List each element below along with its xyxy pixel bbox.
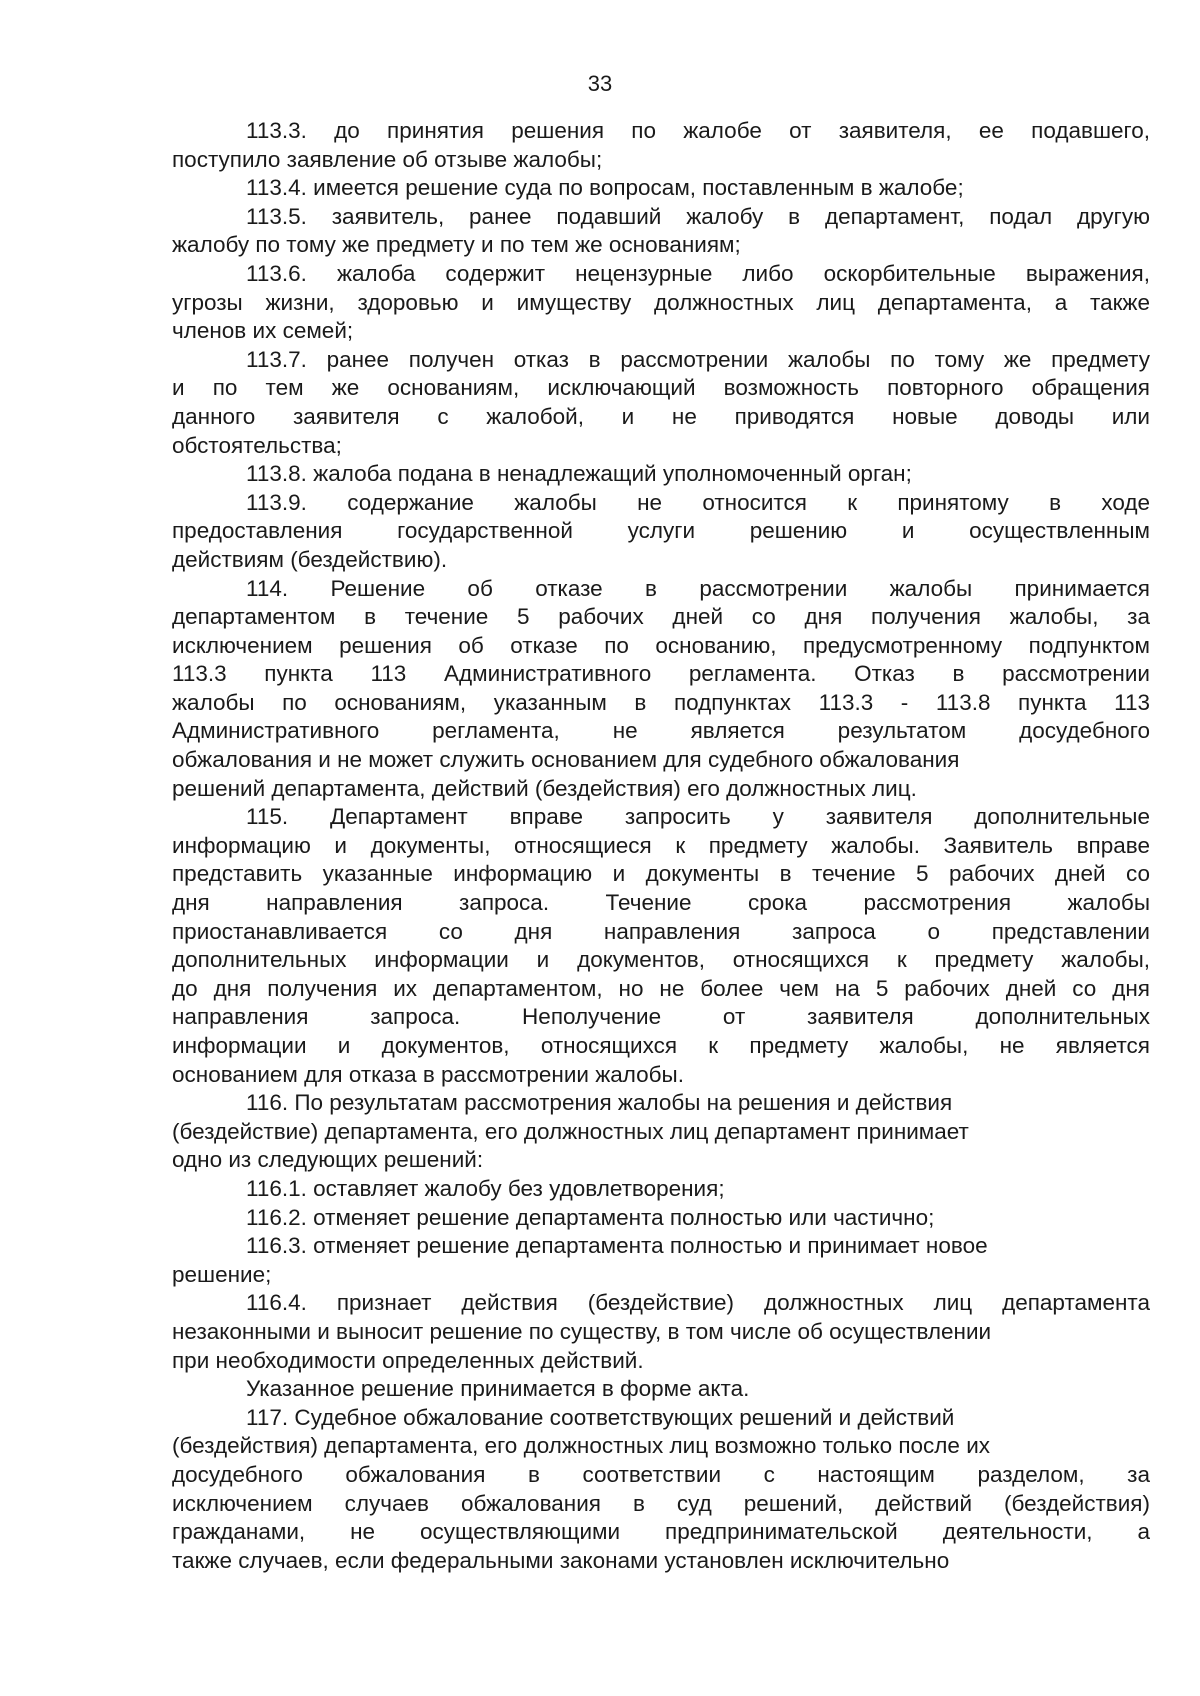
- text-line: 113.7. ранее получен отказ в рассмотрении жалобы по тому же предмету: [246, 346, 1150, 372]
- text-line: 117. Судебное обжалование соответствующих решений и действий: [246, 1404, 955, 1430]
- text-line: представить указанные информацию и документы в течение 5 рабочих дней со: [172, 861, 1150, 887]
- text-line: жалобы по основаниям, указанным в подпунктах 113.3 - 113.8 пункта 113: [172, 689, 1150, 715]
- text-line: угрозы жизни, здоровью и имуществу должностных лиц департамента, а также: [172, 289, 1150, 315]
- text-line: 113.8. жалоба подана в ненадлежащий уполномоченный орган;: [246, 461, 912, 487]
- text-line: жалобу по тому же предмету и по тем же основаниям;: [172, 232, 741, 258]
- text-line: 113.6. жалоба содержит нецензурные либо оскорбительные выражения,: [246, 260, 1150, 286]
- text-line: незаконными и выносит решение по существу, в том числе об осуществлении: [172, 1318, 992, 1344]
- text-line: решений департамента, действий (бездействия) его должностных лиц.: [172, 775, 917, 801]
- text-line: действиям (бездействию).: [172, 546, 448, 572]
- text-line: 116.3. отменяет решение департамента полностью и принимает новое: [246, 1233, 988, 1259]
- text-line: до дня получения их департаментом, но не более чем на 5 рабочих дней со дня: [172, 975, 1150, 1001]
- text-line: 116.1. оставляет жалобу без удовлетворения;: [246, 1175, 725, 1201]
- text-line: данного заявителя с жалобой, и не приводятся новые доводы или: [172, 403, 1150, 429]
- text-line: 113.3 пункта 113 Административного регламента. Отказ в рассмотрении: [172, 661, 1150, 687]
- text-line: 113.9. содержание жалобы не относится к принятому в ходе: [246, 489, 1150, 515]
- text-line: дополнительных информации и документов, относящихся к предмету жалобы,: [172, 947, 1150, 973]
- text-line: 116. По результатам рассмотрения жалобы на решения и действия: [246, 1090, 953, 1116]
- text-line: исключением решения об отказе по основанию, предусмотренному подпунктом: [172, 632, 1150, 658]
- text-line: исключением случаев обжалования в суд решений, действий (бездействия): [172, 1490, 1150, 1516]
- text-line: 115. Департамент вправе запросить у заявителя дополнительные: [246, 804, 1150, 830]
- text-line: решение;: [172, 1261, 272, 1287]
- text-line: предоставления государственной услуги решению и осуществленным: [172, 518, 1150, 544]
- text-line: также случаев, если федеральными законами установлен исключительно: [172, 1547, 950, 1573]
- text-line: департаментом в течение 5 рабочих дней со дня получения жалобы, за: [172, 604, 1150, 630]
- document-body: [172, 117, 1150, 1575]
- text-line: Указанное решение принимается в форме акта.: [246, 1376, 750, 1402]
- text-line: 114. Решение об отказе в рассмотрении жалобы принимается: [246, 575, 1150, 601]
- text-line: одно из следующих решений:: [172, 1147, 484, 1173]
- text-line: основанием для отказа в рассмотрении жалобы.: [172, 1061, 684, 1087]
- text-line: информацию и документы, относящиеся к предмету жалобы. Заявитель вправе: [172, 832, 1150, 858]
- text-line: 113.4. имеется решение суда по вопросам, поставленным в жалобе;: [246, 175, 964, 201]
- text-line: 113.5. заявитель, ранее подавший жалобу в департамент, подал другую: [246, 203, 1150, 229]
- text-line: (бездействие) департамента, его должностных лиц департамент принимает: [172, 1118, 969, 1144]
- text-line: 116.2. отменяет решение департамента полностью или частично;: [246, 1204, 935, 1230]
- text-line: дня направления запроса. Течение срока рассмотрения жалобы: [172, 890, 1150, 916]
- text-line: членов их семей;: [172, 318, 354, 344]
- text-line: гражданами, не осуществляющими предпринимательской деятельности, а: [172, 1519, 1150, 1545]
- text-line: обстоятельства;: [172, 432, 342, 458]
- text-line: 113.3. до принятия решения по жалобе от заявителя, ее подавшего,: [246, 118, 1150, 143]
- text-line: информации и документов, относящихся к предмету жалобы, не является: [172, 1033, 1150, 1058]
- text-line: направления запроса. Неполучение от заявителя дополнительных: [172, 1004, 1150, 1030]
- text-line: (бездействия) департамента, его должностных лиц возможно только после их: [172, 1433, 991, 1459]
- text-line: Административного регламента, не является результатом досудебного: [172, 718, 1150, 744]
- text-line: и по тем же основаниям, исключающий возможность повторного обращения: [172, 375, 1150, 401]
- text-line: поступило заявление об отзыве жалобы;: [172, 146, 603, 172]
- text-line: приостанавливается со дня направления запроса о представлении: [172, 918, 1150, 944]
- text-line: досудебного обжалования в соответствии с настоящим разделом, за: [172, 1461, 1150, 1487]
- page-number: 33: [587, 71, 613, 96]
- text-line: при необходимости определенных действий.: [172, 1347, 644, 1373]
- text-line: 116.4. признает действия (бездействие) должностных лиц департамента: [246, 1290, 1150, 1316]
- text-line: обжалования и не может служить основанием для судебного обжалования: [172, 747, 960, 773]
